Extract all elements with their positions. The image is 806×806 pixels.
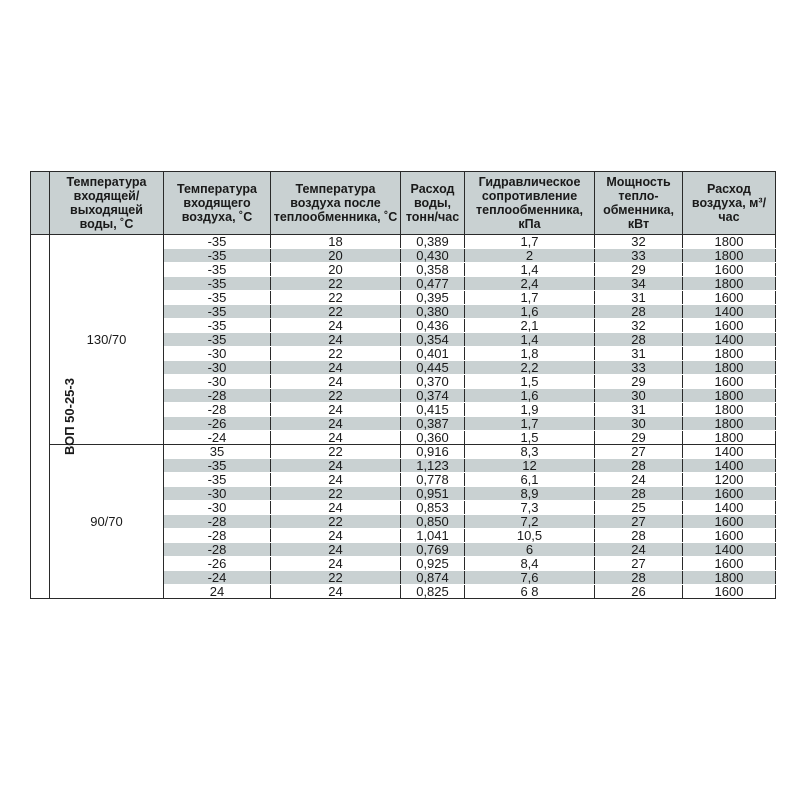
air-out-temp-cell: 22 [271, 445, 401, 459]
air-out-temp-cell: 24 [271, 529, 401, 543]
water-flow-cell: 1,123 [401, 459, 465, 473]
air-out-temp-cell: 22 [271, 515, 401, 529]
power-cell: 34 [595, 277, 683, 291]
air-in-temp-cell: -30 [164, 487, 271, 501]
power-cell: 24 [595, 473, 683, 487]
hydraulic-resistance-cell: 10,5 [465, 529, 595, 543]
power-cell: 29 [595, 263, 683, 277]
water-flow-cell: 0,387 [401, 417, 465, 431]
air-out-temp-cell: 24 [271, 403, 401, 417]
hydraulic-resistance-cell: 8,3 [465, 445, 595, 459]
air-out-temp-cell: 24 [271, 375, 401, 389]
power-cell: 28 [595, 305, 683, 319]
power-cell: 32 [595, 235, 683, 249]
air-out-temp-cell: 24 [271, 501, 401, 515]
air-in-temp-cell: -30 [164, 361, 271, 375]
air-out-temp-cell: 24 [271, 417, 401, 431]
air-in-temp-cell: -30 [164, 501, 271, 515]
header-water-temp: Температура входящей/ выходящей воды, ˚С [50, 172, 164, 235]
model-cell [31, 235, 77, 599]
table-row [31, 445, 776, 459]
power-cell: 27 [595, 445, 683, 459]
hydraulic-resistance-cell: 6 8 [465, 585, 595, 599]
air-in-temp-cell: -28 [164, 515, 271, 529]
power-cell: 28 [595, 571, 683, 585]
water-flow-cell: 1,041 [401, 529, 465, 543]
air-flow-cell: 1600 [683, 291, 776, 305]
air-in-temp-cell: -35 [164, 235, 271, 249]
air-flow-cell: 1600 [683, 319, 776, 333]
air-in-temp-cell: -35 [164, 459, 271, 473]
power-cell: 30 [595, 389, 683, 403]
air-flow-cell: 1800 [683, 249, 776, 263]
air-in-temp-cell: -35 [164, 305, 271, 319]
water-flow-cell: 0,874 [401, 571, 465, 585]
air-flow-cell: 1800 [683, 403, 776, 417]
air-out-temp-cell: 24 [271, 557, 401, 571]
air-in-temp-cell: -35 [164, 333, 271, 347]
water-flow-cell: 0,374 [401, 389, 465, 403]
air-flow-cell: 1800 [683, 235, 776, 249]
header-row [31, 172, 776, 235]
power-cell: 26 [595, 585, 683, 599]
hydraulic-resistance-cell: 1,4 [465, 333, 595, 347]
air-in-temp-cell: -26 [164, 417, 271, 431]
header-air-out-temp: Температура воздуха после теплообменника, ˚С [271, 172, 401, 235]
hydraulic-resistance-cell: 1,8 [465, 347, 595, 361]
power-cell: 29 [595, 431, 683, 445]
air-in-temp-cell: -24 [164, 571, 271, 585]
air-flow-cell: 1600 [683, 515, 776, 529]
water-flow-cell: 0,415 [401, 403, 465, 417]
air-flow-cell: 1800 [683, 417, 776, 431]
air-out-temp-cell: 20 [271, 263, 401, 277]
water-flow-cell: 0,778 [401, 473, 465, 487]
power-cell: 27 [595, 515, 683, 529]
air-flow-cell: 1400 [683, 459, 776, 473]
air-in-temp-cell: -24 [164, 431, 271, 445]
air-flow-cell: 1600 [683, 487, 776, 501]
water-temp-group-cell: 130/70 [50, 235, 164, 445]
hydraulic-resistance-cell: 8,4 [465, 557, 595, 571]
air-flow-cell: 1800 [683, 571, 776, 585]
water-flow-cell: 0,380 [401, 305, 465, 319]
air-flow-cell: 1200 [683, 473, 776, 487]
water-flow-cell: 0,395 [401, 291, 465, 305]
hydraulic-resistance-cell: 1,5 [465, 431, 595, 445]
water-flow-cell: 0,850 [401, 515, 465, 529]
hydraulic-resistance-cell: 8,9 [465, 487, 595, 501]
air-flow-cell: 1600 [683, 529, 776, 543]
power-cell: 27 [595, 557, 683, 571]
air-in-temp-cell: -28 [164, 389, 271, 403]
header-air-flow: Расход воздуха, м³/час [683, 172, 776, 235]
hydraulic-resistance-cell: 6,1 [465, 473, 595, 487]
water-flow-cell: 0,769 [401, 543, 465, 557]
air-flow-cell: 1600 [683, 263, 776, 277]
water-flow-cell: 0,401 [401, 347, 465, 361]
air-out-temp-cell: 22 [271, 389, 401, 403]
air-out-temp-cell: 20 [271, 249, 401, 263]
air-out-temp-cell: 24 [271, 319, 401, 333]
hydraulic-resistance-cell: 1,4 [465, 263, 595, 277]
water-flow-cell: 0,916 [401, 445, 465, 459]
air-flow-cell: 1400 [683, 543, 776, 557]
power-cell: 28 [595, 487, 683, 501]
hydraulic-resistance-cell: 1,6 [465, 305, 595, 319]
water-flow-cell: 0,445 [401, 361, 465, 375]
power-cell: 31 [595, 403, 683, 417]
header-model-cell [31, 172, 50, 235]
air-out-temp-cell: 22 [271, 305, 401, 319]
water-flow-cell: 0,925 [401, 557, 465, 571]
air-flow-cell: 1800 [683, 347, 776, 361]
power-cell: 32 [595, 319, 683, 333]
air-out-temp-cell: 22 [271, 487, 401, 501]
water-flow-cell: 0,853 [401, 501, 465, 515]
water-flow-cell: 0,951 [401, 487, 465, 501]
air-in-temp-cell: -28 [164, 403, 271, 417]
air-flow-cell: 1600 [683, 585, 776, 599]
air-out-temp-cell: 22 [271, 571, 401, 585]
power-cell: 25 [595, 501, 683, 515]
water-flow-cell: 0,354 [401, 333, 465, 347]
air-in-temp-cell: 24 [164, 585, 271, 599]
water-flow-cell: 0,436 [401, 319, 465, 333]
air-out-temp-cell: 24 [271, 459, 401, 473]
power-cell: 31 [595, 347, 683, 361]
hydraulic-resistance-cell: 2,2 [465, 361, 595, 375]
hydraulic-resistance-cell: 6 [465, 543, 595, 557]
water-flow-cell: 0,825 [401, 585, 465, 599]
air-in-temp-cell: -35 [164, 263, 271, 277]
spec-table [30, 171, 776, 599]
hydraulic-resistance-cell: 12 [465, 459, 595, 473]
hydraulic-resistance-cell: 7,2 [465, 515, 595, 529]
power-cell: 28 [595, 459, 683, 473]
air-flow-cell: 1800 [683, 431, 776, 445]
table-row [31, 235, 776, 249]
water-flow-cell: 0,370 [401, 375, 465, 389]
air-in-temp-cell: -30 [164, 375, 271, 389]
water-flow-cell: 0,477 [401, 277, 465, 291]
air-out-temp-cell: 24 [271, 473, 401, 487]
hydraulic-resistance-cell: 7,6 [465, 571, 595, 585]
hydraulic-resistance-cell: 1,9 [465, 403, 595, 417]
air-flow-cell: 1800 [683, 361, 776, 375]
air-out-temp-cell: 24 [271, 333, 401, 347]
hydraulic-resistance-cell: 1,6 [465, 389, 595, 403]
air-flow-cell: 1400 [683, 445, 776, 459]
model-label: ВОП 50-25-3 [61, 378, 77, 455]
power-cell: 28 [595, 529, 683, 543]
power-cell: 31 [595, 291, 683, 305]
air-flow-cell: 1400 [683, 305, 776, 319]
header-hydraulic-resistance: Гидравлическое сопротивление теплообменника, кПа [465, 172, 595, 235]
air-out-temp-cell: 22 [271, 277, 401, 291]
power-cell: 30 [595, 417, 683, 431]
hydraulic-resistance-cell: 1,7 [465, 417, 595, 431]
air-in-temp-cell: 35 [164, 445, 271, 459]
air-in-temp-cell: -26 [164, 557, 271, 571]
water-flow-cell: 0,358 [401, 263, 465, 277]
water-flow-cell: 0,430 [401, 249, 465, 263]
power-cell: 29 [595, 375, 683, 389]
air-in-temp-cell: -28 [164, 543, 271, 557]
header-water-flow: Расход воды, тонн/час [401, 172, 465, 235]
air-out-temp-cell: 24 [271, 431, 401, 445]
air-flow-cell: 1600 [683, 557, 776, 571]
power-cell: 28 [595, 333, 683, 347]
air-out-temp-cell: 22 [271, 347, 401, 361]
hydraulic-resistance-cell: 2 [465, 249, 595, 263]
air-out-temp-cell: 24 [271, 543, 401, 557]
air-flow-cell: 1400 [683, 501, 776, 515]
hydraulic-resistance-cell: 1,5 [465, 375, 595, 389]
air-in-temp-cell: -35 [164, 249, 271, 263]
air-in-temp-cell: -35 [164, 277, 271, 291]
water-temp-group-cell: 90/70 [50, 445, 164, 599]
air-in-temp-cell: -28 [164, 529, 271, 543]
header-air-in-temp: Температура входящего воздуха, ˚С [164, 172, 271, 235]
air-out-temp-cell: 24 [271, 361, 401, 375]
water-flow-cell: 0,360 [401, 431, 465, 445]
table-body [31, 235, 776, 599]
air-flow-cell: 1800 [683, 277, 776, 291]
air-in-temp-cell: -35 [164, 319, 271, 333]
water-flow-cell: 0,389 [401, 235, 465, 249]
header-power: Мощность тепло-обменника, кВт [595, 172, 683, 235]
air-out-temp-cell: 22 [271, 291, 401, 305]
air-in-temp-cell: -35 [164, 473, 271, 487]
power-cell: 24 [595, 543, 683, 557]
hydraulic-resistance-cell: 1,7 [465, 235, 595, 249]
air-flow-cell: 1600 [683, 375, 776, 389]
hydraulic-resistance-cell: 1,7 [465, 291, 595, 305]
air-flow-cell: 1800 [683, 389, 776, 403]
hydraulic-resistance-cell: 2,4 [465, 277, 595, 291]
power-cell: 33 [595, 249, 683, 263]
air-out-temp-cell: 24 [271, 585, 401, 599]
air-out-temp-cell: 18 [271, 235, 401, 249]
air-in-temp-cell: -35 [164, 291, 271, 305]
air-in-temp-cell: -30 [164, 347, 271, 361]
hydraulic-resistance-cell: 2,1 [465, 319, 595, 333]
power-cell: 33 [595, 361, 683, 375]
air-flow-cell: 1400 [683, 333, 776, 347]
hydraulic-resistance-cell: 7,3 [465, 501, 595, 515]
spec-table-wrapper [30, 171, 775, 599]
